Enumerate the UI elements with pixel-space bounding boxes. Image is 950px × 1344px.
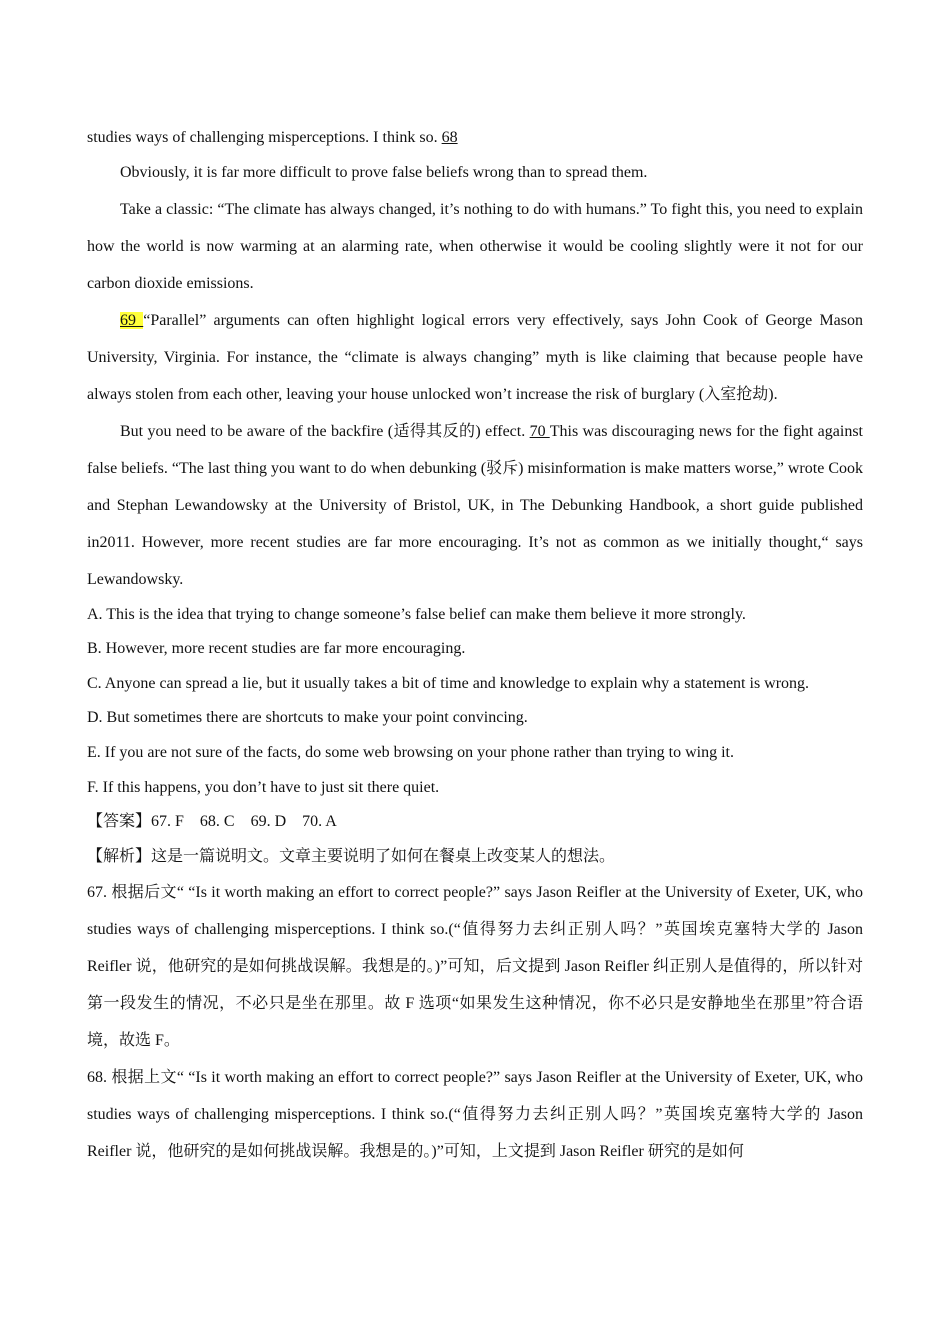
paragraph-3 <box>87 302 863 413</box>
answer-line: 【答案】67. F 68. C 69. D 70. A <box>87 813 337 831</box>
paragraph-4 <box>87 413 863 598</box>
paragraph-2: Take a classic: “The climate has always changed, it’s nothing to do with humans.” To fight this, you need to explain how the world is now warming at an alarming rate, when otherwise it would be cooling slightly were it not for our carbon dioxide emissions. <box>87 200 863 292</box>
option-a: A. This is the idea that trying to change someone’s false belief can make them believe it more strongly. <box>87 605 746 623</box>
paragraph-4-text-b: This was discouraging news for the fight against false beliefs. “The last thing you want to do when debunking (驳斥) misinformation is make matters worse,” wrote Cook and Stephan Lewandowsky at the University of Bristol, UK, in The Debunking Handbook, a short guide published in2011. However, more recent studies are far more encouraging. It’s not as common as we initially thought,“ says Lewandowsky. <box>87 422 863 588</box>
explanation-68: 68. 根据上文“ “Is it worth making an effort to correct people?” says Jason Reifler at the University of Exeter, UK, who studies ways of challenging misperceptions. I think so.(“值得努力去纠正别人吗？”英国埃克塞特大学的 Jason Reifler 说，他研究的是如何挑战误解。我想是的。)”可知，上文提到 Jason Reifler 研究的是如何 <box>87 1069 863 1161</box>
option-d: D. But sometimes there are shortcuts to make your point convincing. <box>87 709 528 727</box>
option-b: B. However, more recent studies are far more encouraging. <box>87 640 466 658</box>
blank-68: 68 <box>441 129 458 146</box>
paragraph-1: Obviously, it is far more difficult to prove false beliefs wrong than to spread them. <box>120 164 648 181</box>
explanation-67: 67. 根据后文“ “Is it worth making an effort to correct people?” says Jason Reifler at the University of Exeter, UK, who studies ways of challenging misperceptions. I think so.(“值得努力去纠正别人吗？”英国埃克塞特大学的 Jason Reifler 说，他研究的是如何挑战误解。我想是的。)”可知，后文提到 Jason Reifler 纠正别人是值得的，所以针对第一段发生的情况，不必只是坐在那里。故 F 选项“如果发生这种情况，你不必只是安静地坐在那里”符合语境，故选 F。 <box>87 884 863 1050</box>
document-page <box>87 122 863 1170</box>
option-f: F. If this happens, you don’t have to just sit there quiet. <box>87 778 440 796</box>
analysis-line: 【解析】这是一篇说明文。文章主要说明了如何在餐桌上改变某人的想法。 <box>87 847 616 865</box>
paragraph-3-text: “Parallel” arguments can often highlight logical errors very effectively, says John Cook of George Mason University, Virginia. For instance, the “climate is always changing” myth is like claiming that because people have always stolen from each other, leaving your house unlocked won’t increase the risk of burglary (入室抢劫). <box>87 311 863 403</box>
option-e: E. If you are not sure of the facts, do some web browsing on your phone rather than trying to wing it. <box>87 743 734 761</box>
paragraph-0-text: studies ways of challenging misperceptions. I think so. <box>87 129 438 146</box>
paragraph-0 <box>87 119 863 156</box>
option-c: C. Anyone can spread a lie, but it usually takes a bit of time and knowledge to explain why a statement is wrong. <box>87 674 810 692</box>
blank-70: 70 <box>529 422 550 440</box>
paragraph-4-text-a: But you need to be aware of the backfire (适得其反的) effect. <box>120 422 526 440</box>
blank-69: 69 <box>120 311 144 329</box>
